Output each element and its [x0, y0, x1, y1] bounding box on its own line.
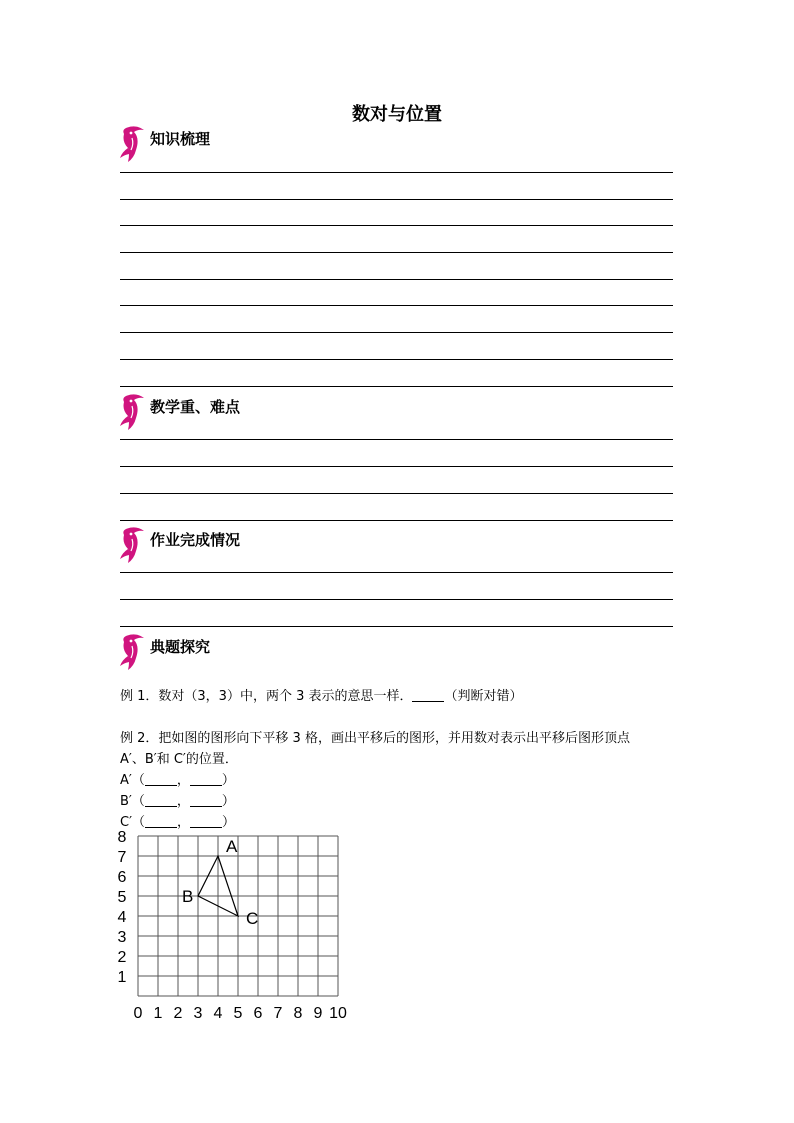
row-label: B′（ [120, 794, 145, 809]
x-tick-label: 8 [293, 1005, 303, 1022]
example-1-text: 例 1．数对（3，3）中，两个 3 表示的意思一样． [120, 689, 413, 704]
writing-line [120, 466, 673, 467]
writing-line [120, 599, 673, 600]
writing-line [120, 572, 673, 573]
answer-blank[interactable] [412, 689, 444, 702]
x-tick-label: 10 [329, 1005, 347, 1022]
y-tick-label: 5 [117, 889, 127, 906]
x-tick-label: 9 [313, 1005, 323, 1022]
dolphin-icon [118, 124, 148, 164]
writing-line [120, 386, 673, 387]
writing-line [120, 439, 673, 440]
example-2-line1: 例 2．把如图的图形向下平移 3 格，画出平移后的图形，并用数对表示出平移后图形顶点 [120, 731, 630, 746]
y-tick-label: 4 [117, 909, 127, 926]
row-sep: ， [176, 773, 190, 788]
writing-line [120, 225, 673, 226]
answer-blank[interactable] [190, 794, 222, 807]
writing-line [120, 279, 673, 280]
x-tick-label: 3 [193, 1005, 203, 1022]
y-tick-label: 6 [117, 869, 127, 886]
x-tick-label: 0 [133, 1005, 143, 1022]
section-label: 知识梳理 [150, 130, 211, 148]
writing-line [120, 332, 673, 333]
dolphin-icon [118, 632, 148, 672]
y-tick-label: 8 [117, 829, 127, 846]
vertex-label-b: B [182, 887, 194, 906]
x-tick-label: 5 [233, 1005, 243, 1022]
x-tick-label: 7 [273, 1005, 283, 1022]
dolphin-icon [118, 392, 148, 432]
row-label: A′（ [120, 773, 145, 788]
y-tick-label: 3 [117, 929, 127, 946]
x-tick-label: 1 [153, 1005, 163, 1022]
answer-blank[interactable] [190, 773, 222, 786]
writing-line [120, 493, 673, 494]
y-tick-label: 1 [117, 969, 127, 986]
writing-line [120, 199, 673, 200]
writing-line [120, 626, 673, 627]
x-tick-label: 2 [173, 1005, 183, 1022]
answer-blank[interactable] [145, 794, 177, 807]
y-tick-label: 2 [117, 949, 127, 966]
answer-row-b [120, 790, 235, 809]
section-label: 教学重、难点 [150, 398, 241, 416]
dolphin-icon [118, 525, 148, 565]
example-1-suffix: （判断对错） [444, 689, 523, 704]
example-1 [120, 685, 523, 704]
vertex-label-a: A [226, 837, 238, 856]
x-tick-label: 4 [213, 1005, 223, 1022]
row-sep: ， [176, 794, 190, 809]
writing-line [120, 520, 673, 521]
writing-line [120, 252, 673, 253]
writing-line [120, 172, 673, 173]
row-label: C′（ [120, 815, 146, 830]
answer-blank[interactable] [145, 773, 177, 786]
row-sep: ， [177, 815, 191, 830]
section-label: 作业完成情况 [150, 531, 241, 549]
vertex-label-c: C [246, 909, 259, 928]
coordinate-grid [116, 826, 366, 1026]
row-end: ） [221, 773, 235, 788]
writing-line [120, 305, 673, 306]
section-label: 典题探究 [150, 638, 211, 656]
x-tick-label: 6 [253, 1005, 263, 1022]
y-tick-label: 7 [117, 849, 127, 866]
page-title: 数对与位置 [352, 104, 442, 125]
writing-line [120, 359, 673, 360]
row-end: ） [221, 794, 235, 809]
example-2-line2: A′、B′和 C′的位置． [120, 752, 238, 767]
answer-row-a [120, 769, 235, 788]
row-end: ） [222, 815, 236, 830]
